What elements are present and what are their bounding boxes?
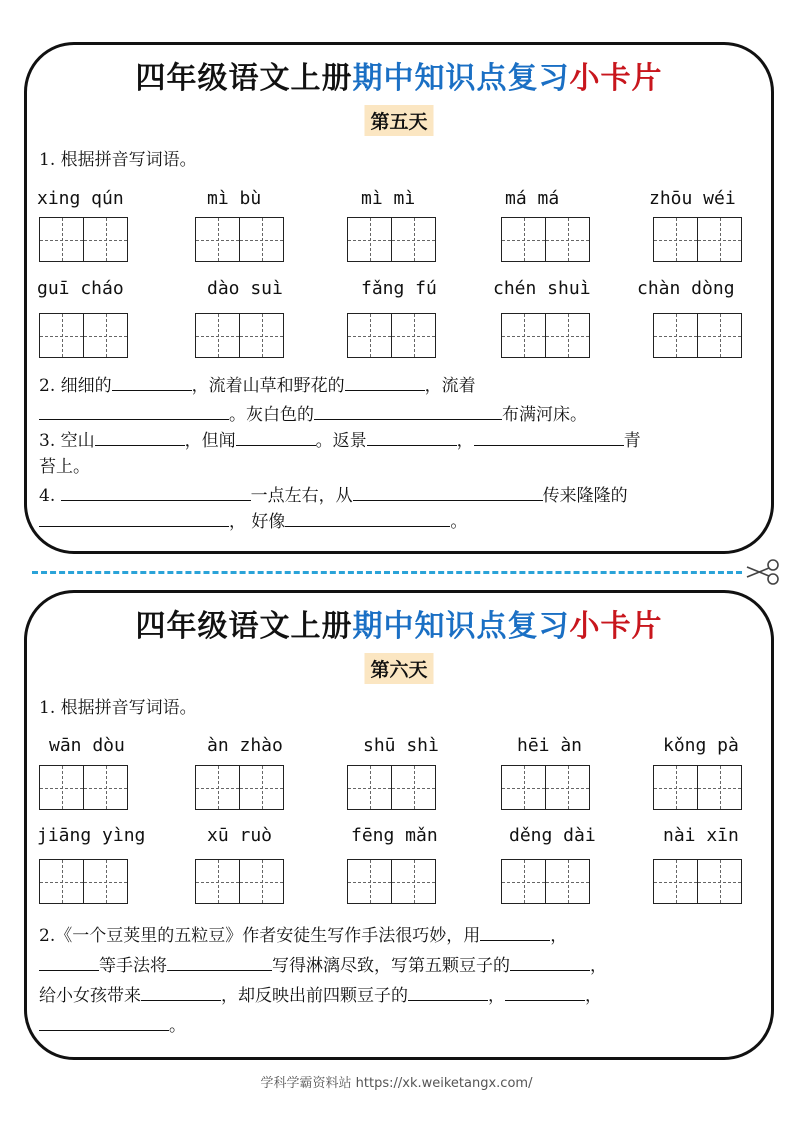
pinyin-label: má má	[505, 188, 560, 209]
writing-box[interactable]	[391, 859, 436, 904]
answer-blank[interactable]	[61, 485, 251, 501]
writing-box[interactable]	[83, 859, 128, 904]
q-text: 苔上。	[39, 457, 90, 477]
writing-box[interactable]	[697, 765, 742, 810]
q-text: 。	[169, 1016, 186, 1036]
q-text: 2.《一个豆荚里的五粒豆》作者安徒生写作手法很巧妙，用	[39, 926, 481, 946]
cut-line	[32, 571, 742, 574]
writing-box[interactable]	[195, 765, 240, 810]
pinyin-label: fǎng fú	[361, 278, 437, 299]
writing-box[interactable]	[347, 217, 392, 262]
pinyin-label: shū shì	[363, 735, 439, 756]
question-3-line-2	[39, 452, 90, 477]
q-text: ，	[488, 986, 505, 1006]
answer-blank[interactable]	[167, 955, 272, 971]
q-text: ， 好像	[229, 512, 286, 532]
pinyin-label: kǒng pà	[663, 735, 739, 756]
question-2-line-2	[39, 951, 607, 976]
review-card-day5	[24, 42, 774, 554]
writing-box[interactable]	[501, 765, 546, 810]
writing-box[interactable]	[545, 859, 590, 904]
question-4-line-1	[39, 481, 628, 506]
question-2-line-1	[39, 371, 476, 396]
q-text: ，流着	[424, 376, 476, 396]
pinyin-label: nài xīn	[663, 825, 739, 846]
question-2-line-1	[39, 921, 567, 946]
title-part-1: 四年级语文上册	[135, 609, 353, 644]
pinyin-label: chàn dòng	[637, 278, 735, 299]
q-text: ，但闻	[184, 431, 236, 451]
writing-box[interactable]	[347, 313, 392, 358]
writing-box[interactable]	[545, 765, 590, 810]
writing-box[interactable]	[697, 217, 742, 262]
writing-box[interactable]	[653, 765, 698, 810]
writing-box[interactable]	[239, 859, 284, 904]
review-card-day6	[24, 590, 774, 1060]
q-text: ，流着山草和野花的	[191, 376, 345, 396]
answer-blank[interactable]	[474, 430, 624, 446]
q-text: 青	[623, 431, 641, 451]
pinyin-label: wān dòu	[49, 735, 125, 756]
scissors-icon	[745, 558, 781, 586]
q-text: ，	[550, 926, 568, 946]
writing-box[interactable]	[239, 313, 284, 358]
answer-blank[interactable]	[367, 430, 457, 446]
pinyin-label: jiāng yìng	[37, 825, 146, 846]
answer-blank[interactable]	[505, 985, 585, 1001]
writing-box[interactable]	[697, 859, 742, 904]
question-2-line-3	[39, 981, 602, 1006]
pinyin-row	[27, 735, 771, 761]
q-text: 写得淋漓尽致，写第五颗豆子的	[272, 956, 510, 976]
q-text: 一点左右，从	[250, 486, 353, 506]
answer-blank[interactable]	[39, 511, 229, 527]
question-2-line-2	[39, 400, 587, 425]
card-title	[27, 601, 771, 645]
writing-box[interactable]	[39, 313, 84, 358]
writing-box[interactable]	[501, 313, 546, 358]
writing-box[interactable]	[195, 859, 240, 904]
pinyin-label: fēng mǎn	[351, 825, 438, 846]
q-text: 3. 空山	[39, 431, 95, 451]
pinyin-label: chén shuì	[493, 278, 591, 299]
answer-blank[interactable]	[39, 955, 99, 971]
answer-blank[interactable]	[39, 1015, 169, 1031]
pinyin-label: děng dài	[509, 825, 596, 846]
pinyin-label: zhōu wéi	[649, 188, 736, 209]
pinyin-label: mì mì	[361, 188, 416, 209]
writing-box[interactable]	[195, 313, 240, 358]
writing-box[interactable]	[653, 217, 698, 262]
writing-box[interactable]	[501, 217, 546, 262]
question-1-label: 1. 根据拼音写词语。	[39, 150, 197, 170]
answer-blank[interactable]	[408, 985, 488, 1001]
writing-box[interactable]	[83, 765, 128, 810]
title-part-2: 期中知识点复习	[352, 609, 570, 644]
answer-blank[interactable]	[141, 985, 221, 1001]
pinyin-label: xū ruò	[207, 825, 273, 846]
pinyin-row	[27, 825, 771, 851]
q-text: 。返景	[315, 431, 367, 451]
writing-box[interactable]	[239, 765, 284, 810]
writing-box[interactable]	[391, 313, 436, 358]
q-text: ，	[585, 986, 602, 1006]
card-title	[27, 53, 771, 97]
answer-blank[interactable]	[314, 404, 502, 420]
q-text: 等手法将	[99, 956, 167, 976]
pinyin-row	[27, 188, 771, 214]
writing-box[interactable]	[83, 217, 128, 262]
pinyin-label: dào suì	[207, 278, 283, 299]
pinyin-label: hēi àn	[517, 735, 583, 756]
question-4-line-2	[39, 507, 467, 532]
q-text: 。	[450, 512, 468, 532]
q-text: 2. 细细的	[39, 376, 112, 396]
title-part-3: 小卡片	[569, 609, 663, 644]
title-part-1: 四年级语文上册	[135, 61, 353, 96]
q-text: ，却反映出前四颗豆子的	[221, 986, 408, 1006]
q-text: 布满河床。	[502, 405, 587, 425]
writing-box[interactable]	[501, 859, 546, 904]
pinyin-label: àn zhào	[207, 735, 283, 756]
pinyin-label: guī cháo	[37, 278, 124, 299]
writing-box[interactable]	[347, 765, 392, 810]
answer-blank[interactable]	[480, 925, 550, 941]
writing-box[interactable]	[653, 859, 698, 904]
answer-blank[interactable]	[236, 430, 316, 446]
answer-blank[interactable]	[95, 430, 185, 446]
question-2-line-4	[39, 1011, 186, 1036]
writing-box[interactable]	[239, 217, 284, 262]
title-part-3: 小卡片	[569, 61, 663, 96]
q-text: 4.	[39, 486, 61, 506]
pinyin-row	[27, 278, 771, 304]
writing-box[interactable]	[347, 859, 392, 904]
writing-box[interactable]	[545, 313, 590, 358]
day-label: 第六天	[364, 653, 433, 684]
question-3-line-1	[39, 426, 641, 451]
q-text: ，	[456, 431, 474, 451]
writing-box[interactable]	[697, 313, 742, 358]
answer-blank[interactable]	[510, 955, 590, 971]
writing-box[interactable]	[391, 765, 436, 810]
q-text: 。灰白色的	[229, 405, 314, 425]
answer-blank[interactable]	[345, 375, 425, 391]
writing-box[interactable]	[39, 217, 84, 262]
writing-box[interactable]	[545, 217, 590, 262]
writing-box[interactable]	[39, 859, 84, 904]
pinyin-label: mì bù	[207, 188, 262, 209]
answer-blank[interactable]	[39, 404, 229, 420]
answer-blank[interactable]	[285, 511, 450, 527]
writing-box[interactable]	[195, 217, 240, 262]
writing-box[interactable]	[653, 313, 698, 358]
question-1-label: 1. 根据拼音写词语。	[39, 698, 197, 718]
pinyin-label: xing qún	[37, 188, 124, 209]
q-text: ，	[590, 956, 607, 976]
day-label: 第五天	[364, 105, 433, 136]
answer-blank[interactable]	[112, 375, 192, 391]
q-text: 传来隆隆的	[542, 486, 628, 506]
writing-box[interactable]	[391, 217, 436, 262]
footer-source: 学科学霸资料站 https://xk.weiketangx.com/	[260, 1076, 533, 1091]
answer-blank[interactable]	[353, 485, 543, 501]
title-part-2: 期中知识点复习	[352, 61, 570, 96]
writing-box[interactable]	[83, 313, 128, 358]
q-text: 给小女孩带来	[39, 986, 141, 1006]
writing-box[interactable]	[39, 765, 84, 810]
